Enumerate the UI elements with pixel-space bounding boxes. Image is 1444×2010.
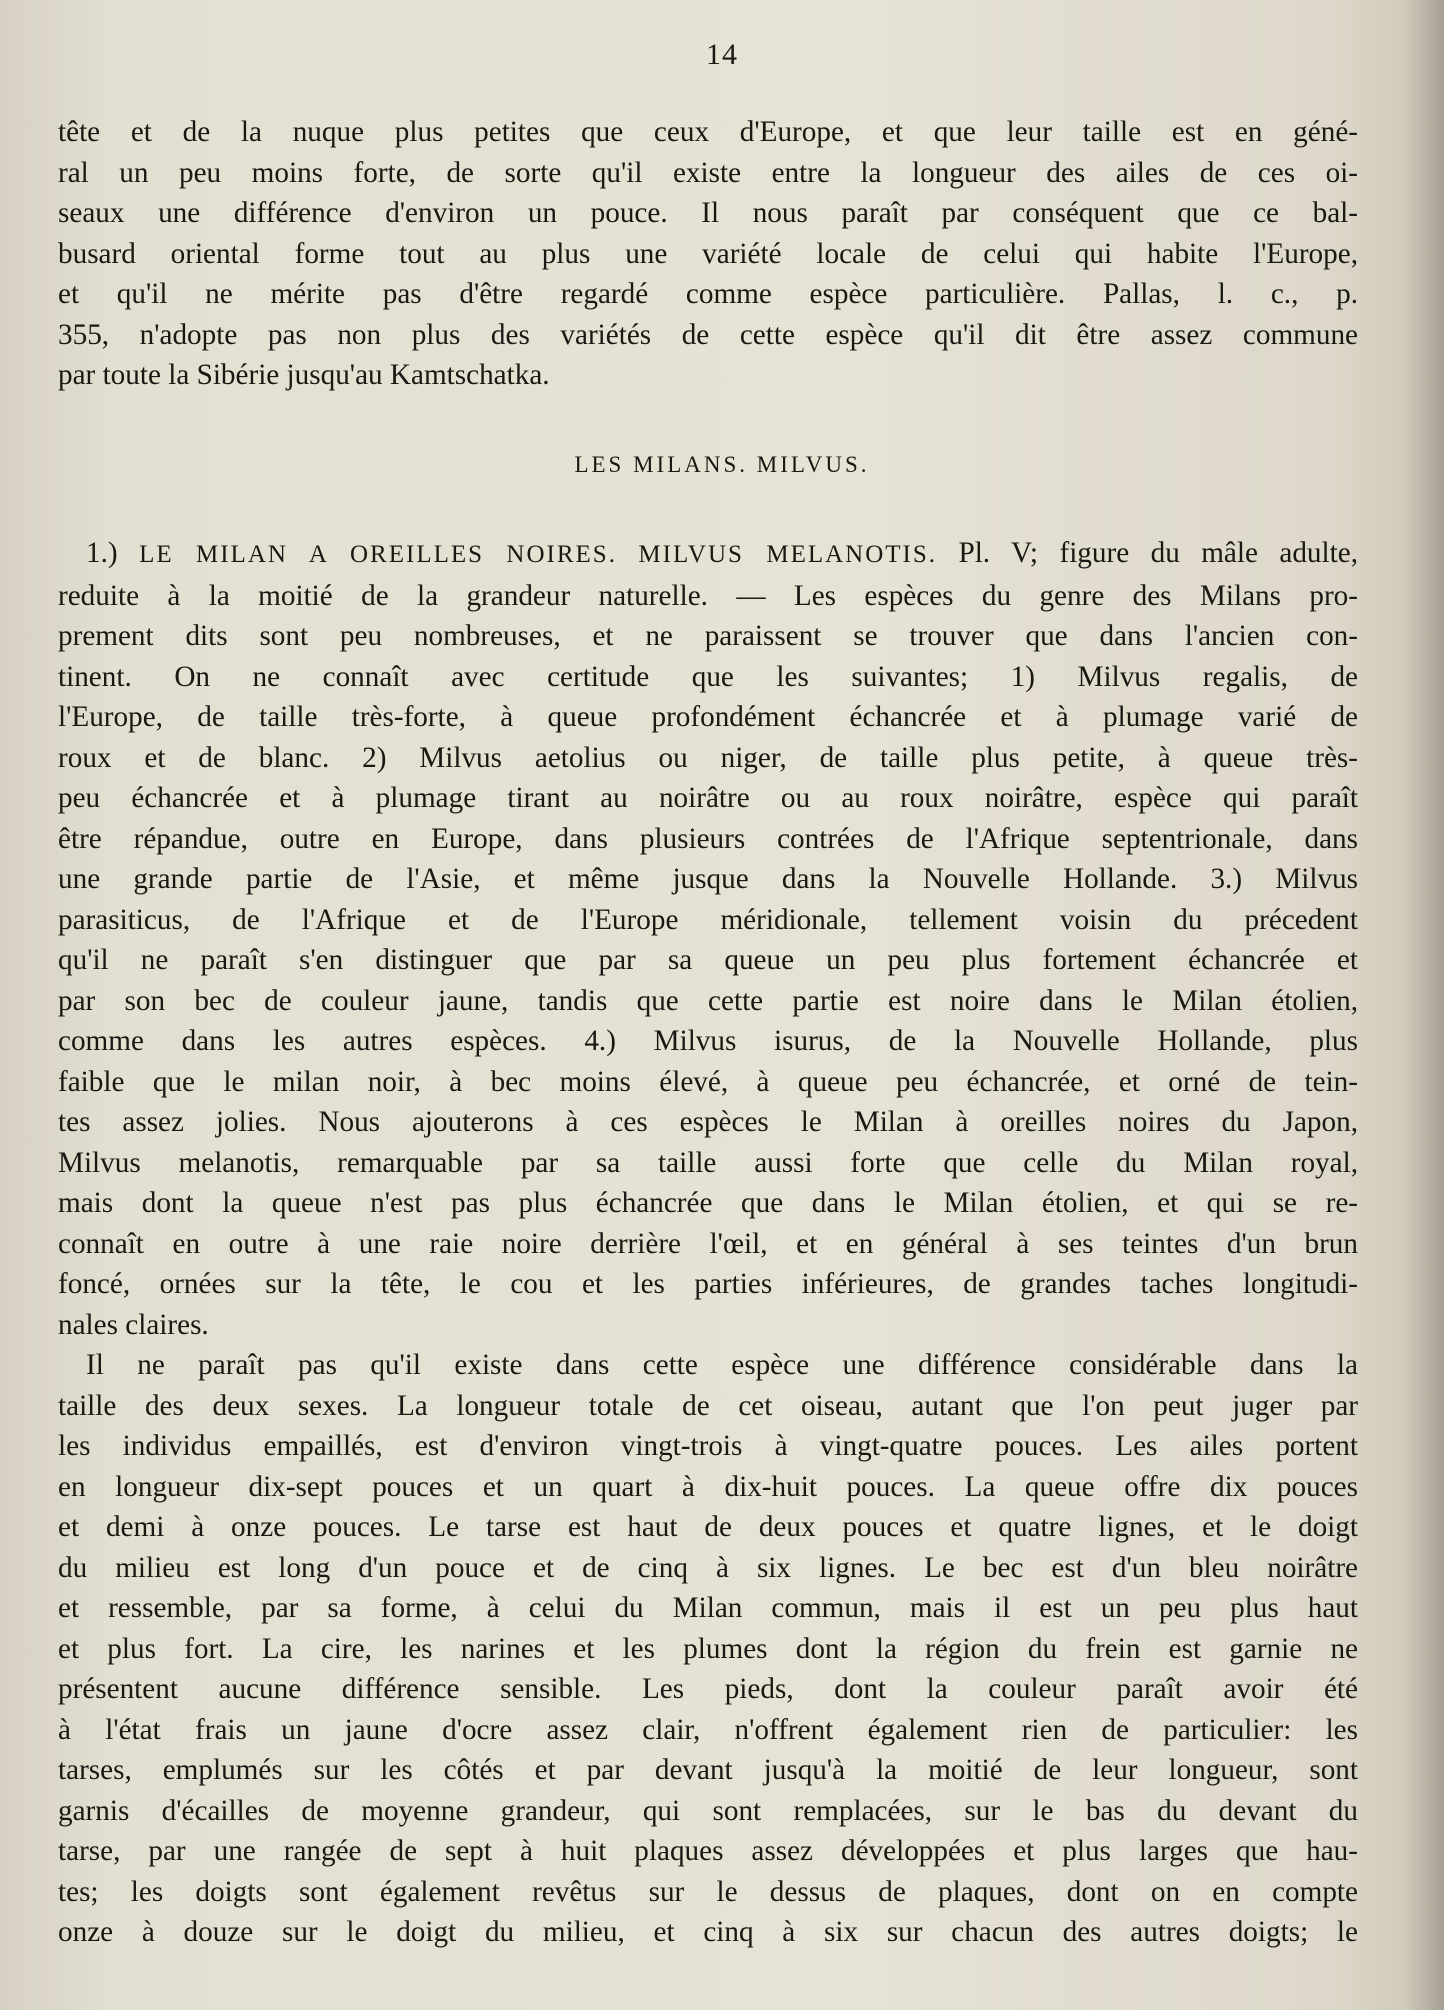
plate-reference: Pl. V; figure du mâle adulte, xyxy=(958,537,1358,569)
text-line: foncé, ornées sur la tête, le cou et les parties inférieures, de grandes taches longitudi- xyxy=(58,1268,1358,1300)
text-line: roux et de blanc. 2) Milvus aetolius ou niger, de taille plus petite, à queue très- xyxy=(58,741,1358,774)
text-line: tarse, par une rangée de sept à huit plaques assez développées et plus larges que hau- xyxy=(58,1835,1358,1867)
text-line: l'Europe, de taille très-forte, à queue profondément échancrée et à plumage varié de xyxy=(58,701,1358,733)
text-line: prement dits sont peu nombreuses, et ne paraissent se trouver que dans l'ancien con- xyxy=(58,620,1358,652)
text-line: par toute la Sibérie jusqu'au Kamtschatka. xyxy=(58,359,550,391)
text-line: tarses, emplumés sur les côtés et par devant jusqu'à la moitié de leur longueur, sont xyxy=(58,1754,1358,1786)
text-line: parasiticus, de l'Afrique et de l'Europe méridionale, tellement voisin du précedent xyxy=(58,903,1358,936)
text-line: tinent. On ne connaît avec certitude que les suivantes; 1) Milvus regalis, de xyxy=(58,660,1358,693)
text-line: à l'état frais un jaune d'ocre assez clair, n'offrent également rien de particulier: les xyxy=(58,1713,1358,1746)
section-heading: LES MILANS. MILVUS. xyxy=(574,452,870,477)
text-line: les individus empaillés, est d'environ vingt-trois à vingt-quatre pouces. Les ailes portent xyxy=(58,1430,1358,1462)
text-line: être répandue, outre en Europe, dans plusieurs contrées de l'Afrique septentrionale, dans xyxy=(58,822,1358,855)
text-line: ral un peu moins forte, de sorte qu'il existe entre la longueur des ailes de ces oi- xyxy=(58,156,1358,189)
text-line: du milieu est long d'un pouce et de cinq à six lignes. Le bec est d'un bleu noirâtre xyxy=(58,1551,1358,1584)
text-line: qu'il ne paraît s'en distinguer que par sa queue un peu plus fortement échancrée et xyxy=(58,944,1358,976)
text-line: et plus fort. La cire, les narines et les plumes dont la région du frein est garnie ne xyxy=(58,1632,1358,1665)
text-line: connaît en outre à une raie noire derrière l'œil, et en général à ses teintes d'un brun xyxy=(58,1227,1358,1260)
text-line: 355, n'adopte pas non plus des variétés de cette espèce qu'il dit être assez commune xyxy=(58,318,1358,351)
text-line: mais dont la queue n'est pas plus échancrée que dans le Milan étolien, et qui se re- xyxy=(58,1187,1358,1219)
text-line: et ressemble, par sa forme, à celui du Milan commun, mais il est un peu plus haut xyxy=(58,1592,1358,1624)
text-line: nales claires. xyxy=(58,1308,209,1341)
main-text xyxy=(58,533,1358,1953)
text-line: et demi à onze pouces. Le tarse est haut de deux pouces et quatre lignes, et le doigt xyxy=(58,1511,1358,1543)
species-name-latin: MILVUS MELANOTIS. xyxy=(638,541,938,568)
text-line: peu échancrée et à plumage tirant au noirâtre ou au roux noirâtre, espèce qui paraît xyxy=(58,782,1358,814)
text-line: taille des deux sexes. La longueur totale de cet oiseau, autant que l'on peut juger par xyxy=(58,1389,1358,1422)
text-line: faible que le milan noir, à bec moins élevé, à queue peu échancrée, et orné de tein- xyxy=(58,1065,1358,1098)
text-line: busard oriental forme tout au plus une variété locale de celui qui habite l'Europe, xyxy=(58,237,1358,270)
text-line: tête et de la nuque plus petites que ceux d'Europe, et que leur taille est en géné- xyxy=(58,116,1358,148)
text-line: par son bec de couleur jaune, tandis que cette partie est noire dans le Milan étolien, xyxy=(58,984,1358,1017)
species-title-line xyxy=(58,533,1358,576)
text-line: onze à douze sur le doigt du milieu, et cinq à six sur chacun des autres doigts; le xyxy=(58,1916,1358,1948)
text-line: Milvus melanotis, remarquable par sa taille aussi forte que celle du Milan royal, xyxy=(58,1146,1358,1179)
text-line: tes; les doigts sont également revêtus sur le dessus de plaques, dont on en compte xyxy=(58,1875,1358,1908)
text-line: reduite à la moitié de la grandeur naturelle. — Les espèces du genre des Milans pro- xyxy=(58,579,1358,612)
text-line: tes assez jolies. Nous ajouterons à ces espèces le Milan à oreilles noires du Japon, xyxy=(58,1106,1358,1138)
text-line: présentent aucune différence sensible. Les pieds, dont la couleur paraît avoir été xyxy=(58,1673,1358,1705)
text-line: seaux une différence d'environ un pouce. Il nous paraît par conséquent que ce bal- xyxy=(58,197,1358,229)
text-line: une grande partie de l'Asie, et même jusque dans la Nouvelle Hollande. 3.) Milvus xyxy=(58,863,1358,895)
top-paragraph xyxy=(58,112,1358,396)
text-line: en longueur dix-sept pouces et un quart à dix-huit pouces. La queue offre dix pouces xyxy=(58,1470,1358,1503)
text-line: Il ne paraît pas qu'il existe dans cette espèce une différence considérable dans la xyxy=(86,1349,1358,1381)
page-edge-shadow xyxy=(1404,0,1444,2010)
text-line: comme dans les autres espèces. 4.) Milvus isurus, de la Nouvelle Hollande, plus xyxy=(58,1025,1358,1057)
page-number: 14 xyxy=(706,38,738,71)
species-name-french: LE MILAN A OREILLES NOIRES. xyxy=(139,541,617,568)
text-line: et qu'il ne mérite pas d'être regardé comme espèce particulière. Pallas, l. c., p. xyxy=(58,278,1358,310)
text-line: garnis d'écailles de moyenne grandeur, qui sont remplacées, sur le bas du devant du xyxy=(58,1794,1358,1827)
species-number: 1.) xyxy=(86,537,118,569)
